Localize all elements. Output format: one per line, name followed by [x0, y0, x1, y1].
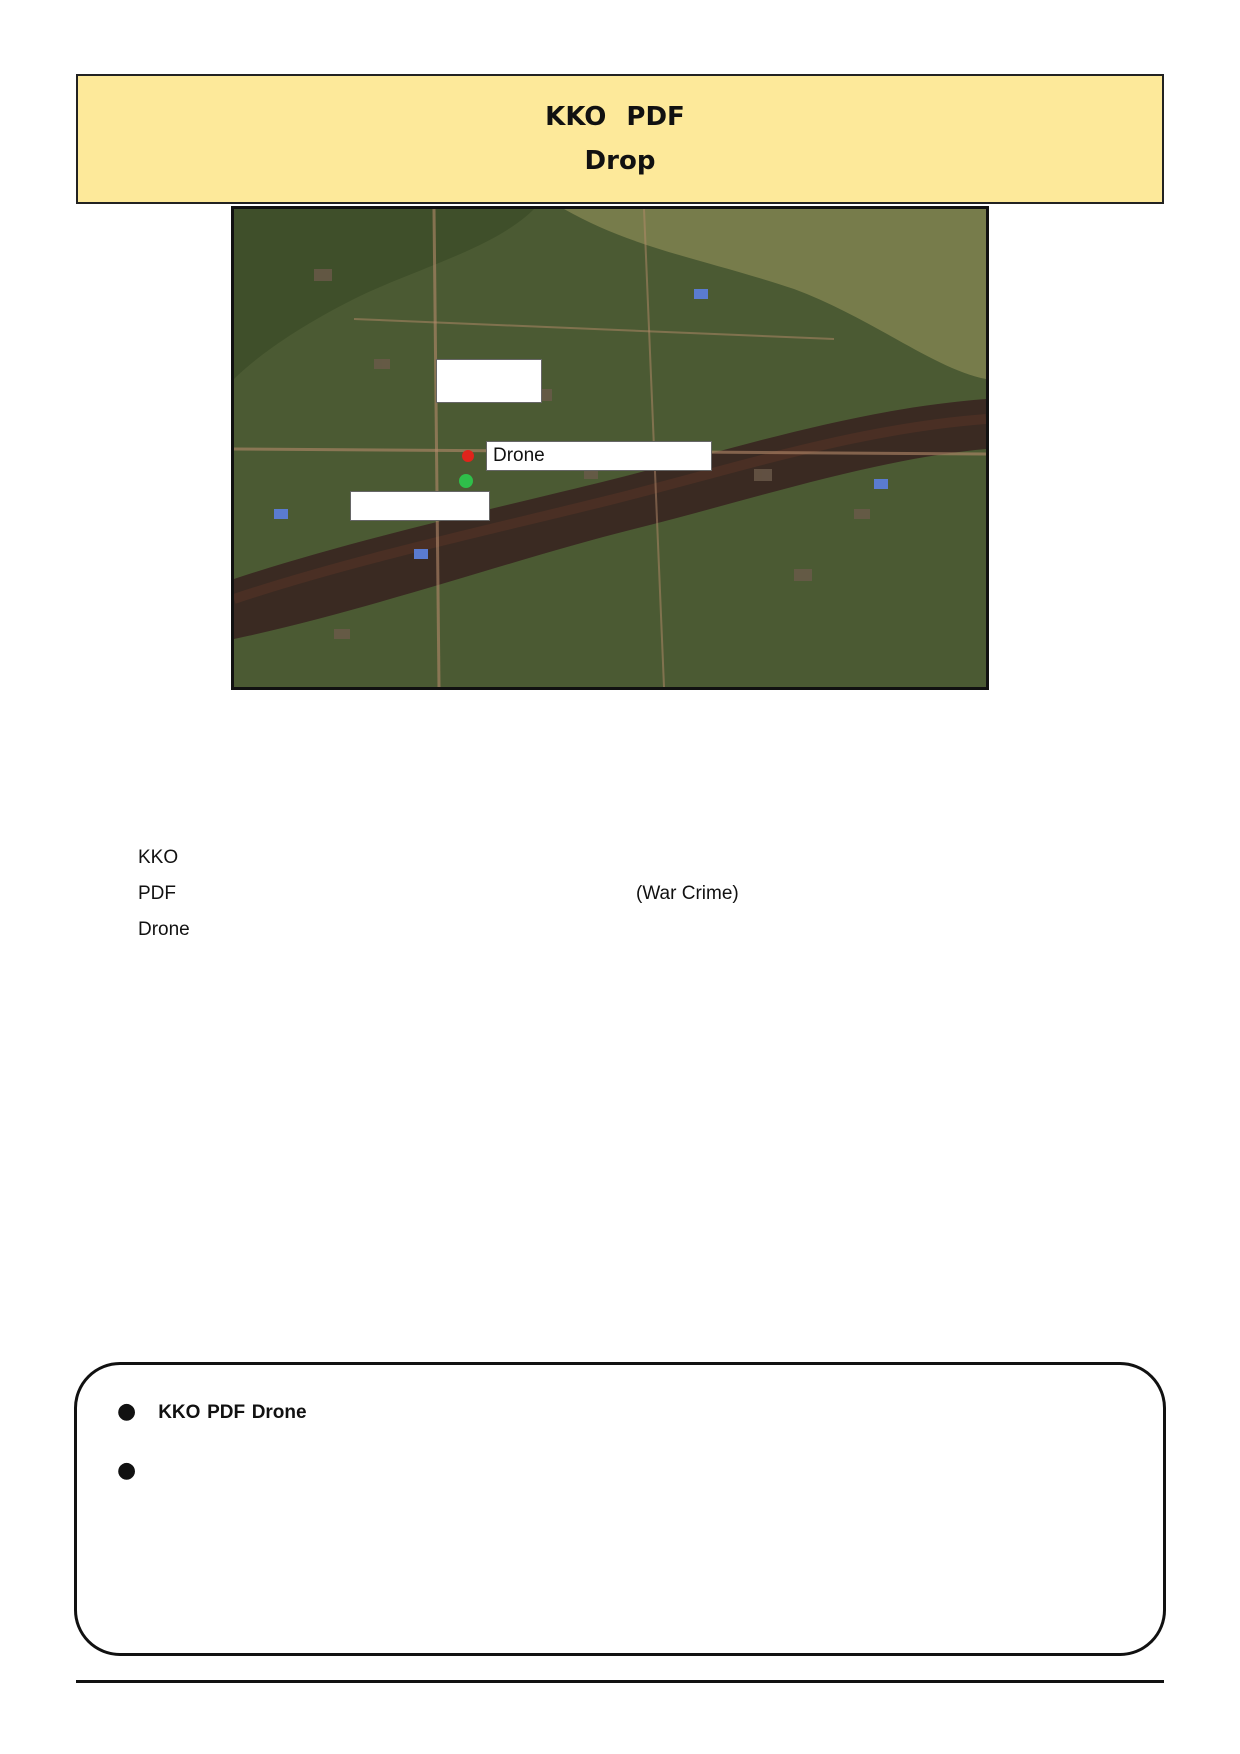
bullet-dot-icon: ● [117, 1458, 137, 1483]
bottom-divider [76, 1680, 1164, 1683]
summary-segment: PDF [207, 1402, 246, 1423]
article-line [130, 768, 614, 804]
article-line [628, 948, 1112, 984]
article-segment: PDF [138, 883, 176, 904]
article-segment: Drone [138, 919, 190, 940]
article-line [628, 732, 1112, 768]
headline-segment: PDF [626, 102, 685, 132]
map-label-drone-word: Drone [493, 445, 545, 466]
image-caption [231, 696, 989, 726]
headline-line-2 [575, 144, 666, 178]
headline-line-1 [545, 100, 695, 134]
article-line [130, 912, 614, 948]
article-line [130, 948, 614, 984]
drone-drop-marker [462, 450, 474, 462]
summary-segment: Drone [251, 1402, 307, 1423]
article-line [628, 912, 1112, 948]
summary-bullet [117, 1452, 1123, 1490]
article-line [628, 768, 1112, 804]
article-line [130, 840, 614, 876]
article-segment: (War Crime) [636, 883, 739, 904]
map-label-drone-drop [486, 441, 712, 471]
school-marker [459, 474, 473, 488]
satellite-map-image [231, 206, 989, 690]
article-segment: KKO [138, 847, 179, 868]
article-column-left [130, 732, 614, 1330]
article-line [628, 876, 1112, 912]
article-line [130, 1092, 614, 1128]
summary-segment: KKO [158, 1402, 201, 1423]
map-label-school [350, 491, 490, 521]
headline-segment: Drop [584, 146, 656, 176]
article-line [130, 1020, 614, 1056]
headline-segment: KKO [545, 102, 607, 132]
article-line [130, 804, 614, 840]
article-line [628, 804, 1112, 840]
summary-box [74, 1362, 1166, 1656]
article-column-right [628, 732, 1112, 1032]
article-line [130, 732, 614, 768]
article-line [130, 1056, 614, 1092]
headline-box [76, 74, 1164, 204]
article-line [130, 876, 614, 912]
bullet-dot-icon: ● [117, 1399, 137, 1424]
summary-bullet [117, 1393, 1123, 1432]
map-label-town-ward [436, 359, 542, 403]
summary-bullet-text [158, 1393, 1123, 1432]
article-line [130, 984, 614, 1020]
article-line [628, 840, 1112, 876]
summary-bullet-text [158, 1452, 1123, 1490]
news-source [860, 1090, 1160, 1120]
